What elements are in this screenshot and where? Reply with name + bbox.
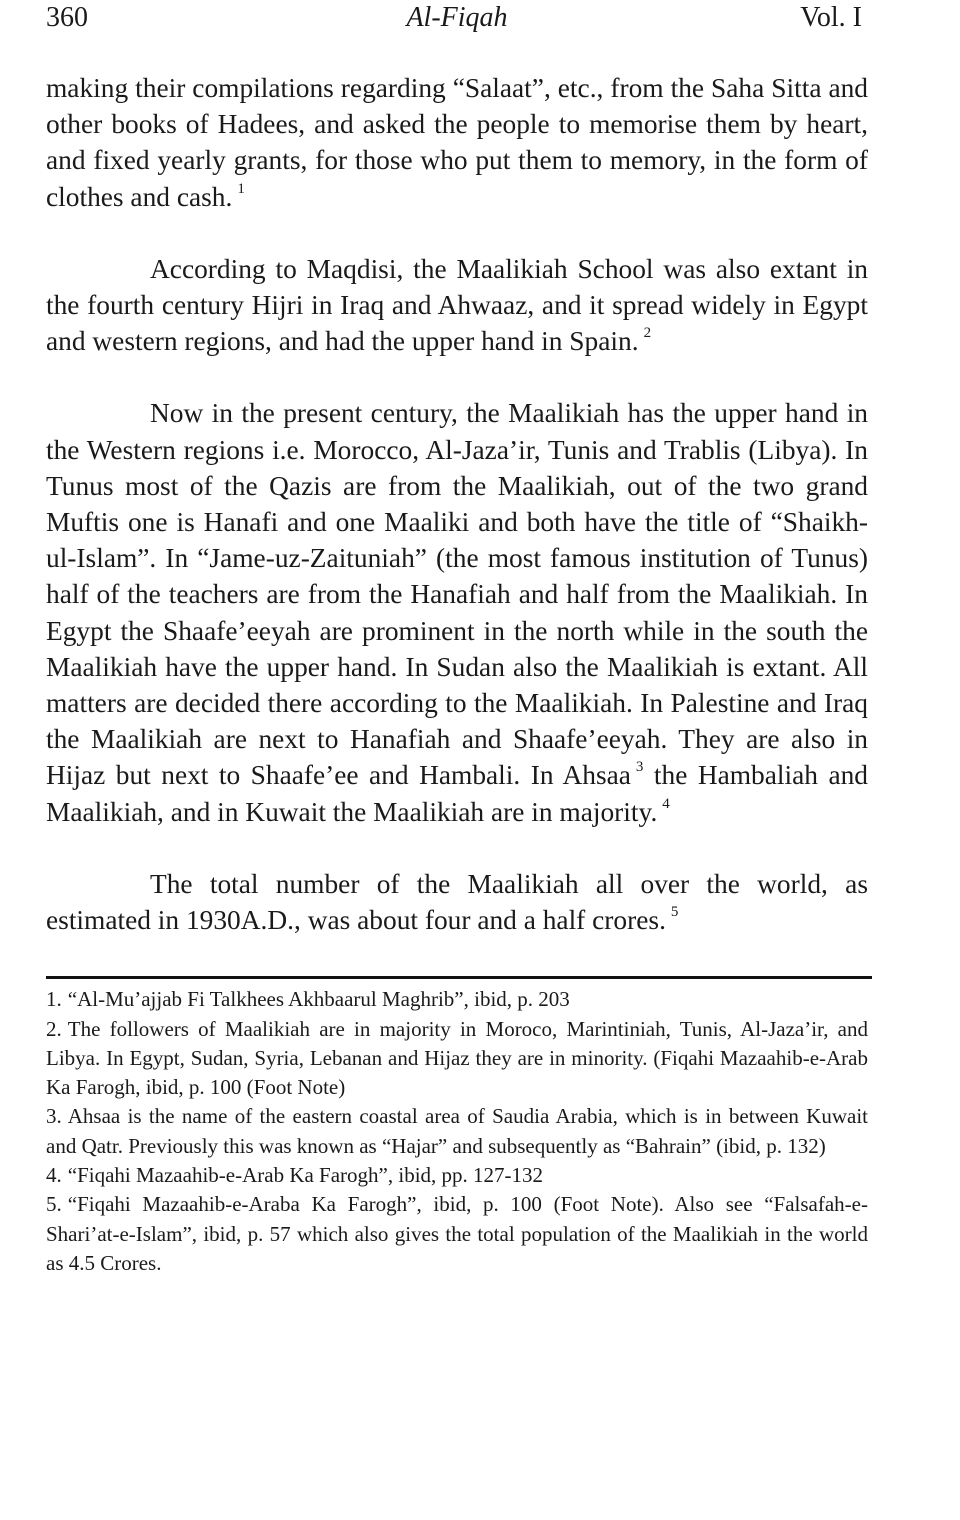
paragraph-2 [46,251,868,360]
footnote-reference[interactable]: 2 [643,325,652,342]
footnote-number: 5. [46,1192,62,1217]
footnote-2 [46,1015,868,1103]
footnote-text: “Al-Mu’ajjab Fi Talkhees Akhbaarul Maghrib”, ibid, p. 203 [67,987,570,1012]
footnote-number: 1. [46,987,62,1012]
paragraph-1 [46,70,868,215]
footnote-text: Ahsaa is the name of the eastern coastal area of Saudia Arabia, which is in between Kuwait and Qatr. Previously this was known as “Hajar” and subsequently as “Bahrain” (ibid, p. 132) [46,1104,868,1158]
footnote-text: “Fiqahi Mazaahib-e-Araba Ka Farogh”, ibid, p. 100 (Foot Note). Also see “Falsafah-e-Shari’at-e-Islam”, ibid, p. 57 which also gives the total population of the Maalikiah in the world as 4.5 Crores. [46,1192,868,1275]
footnote-reference[interactable]: 1 [237,180,245,197]
paragraph-text: Now in the present century, the Maalikiah has the upper hand in the Western regions i.e. Morocco, Al-Jaza’ir, Tunis and Trablis (Libya). In Tunus most of the Qazis are from the Maalikiah, out of the two grand Muftis one is Hanafi and one Maaliki and both have the title of “Shaikh-ul-Islam”. In “Jame-uz-Zaituniah” (the most famous institution of Tunus) half of the teachers are from the Hanafiah and half from the Maalikiah. In Egypt the Shaafe’eeyah are prominent in the north while in the south the Maalikiah have the upper hand. In Sudan also the Maalikiah is extant. All matters are decided there according to the Maalikiah. In Palestine and Iraq the Maalikiah are next to Hanafiah and Shaafe’eeyah. They are also in Hijaz but next to Shaafe’ee and Hambali. In Ahsaa [46,398,868,791]
footnotes-section [46,985,868,1278]
paragraph-text: making their compilations regarding “Salaat”, etc., from the Saha Sitta and other books of Hadees, and asked the people to memorise them by heart, and fixed yearly grants, for those who put them to memory, in the form of clothes and cash. [46,73,868,212]
footnote-reference[interactable]: 5 [670,904,679,921]
paragraph-4 [46,866,868,938]
footnote-1 [46,985,868,1014]
book-title: Al-Fiqah [406,2,508,33]
footnote-text: The followers of Maalikiah are in majority in Moroco, Marintiniah, Tunis, Al-Jaza’ir, and Libya. In Egypt, Sudan, Syria, Lebanan and Hijaz they are in minority. (Fiqahi Mazaahib-e-Arab Ka Farogh, ibid, p. 100 (Foot Note) [46,1016,868,1100]
page-number: 360 [46,2,88,33]
paragraph-text: The total number of the Maalikiah all over the world, as estimated in 1930A.D., was about four and a half crores. [46,868,868,936]
footnote-number: 4. [46,1163,62,1188]
paragraph-text: According to Maqdisi, the Maalikiah School was also extant in the fourth century Hijri in Iraq and Ahwaaz, and it spread widely in Egypt and western regions, and had the upper hand in Spain. [46,253,868,357]
footnote-number: 3. [46,1104,62,1129]
footnote-divider [46,976,872,979]
book-page [46,0,868,1278]
volume-label: Vol. I [800,2,862,33]
footnote-reference[interactable]: 4 [662,795,670,812]
footnote-5 [46,1190,868,1278]
footnote-4 [46,1161,868,1190]
paragraph-3 [46,395,868,829]
footnote-number: 2. [46,1016,62,1041]
running-header [46,0,868,36]
footnote-reference[interactable]: 3 [635,759,644,776]
footnote-text: “Fiqahi Mazaahib-e-Arab Ka Farogh”, ibid, pp. 127-132 [67,1163,544,1188]
footnote-3 [46,1102,868,1161]
paragraph-text-continued: the Hambaliah and Maalikiah, and in Kuwait the Maalikiah are in majority. [46,760,868,827]
